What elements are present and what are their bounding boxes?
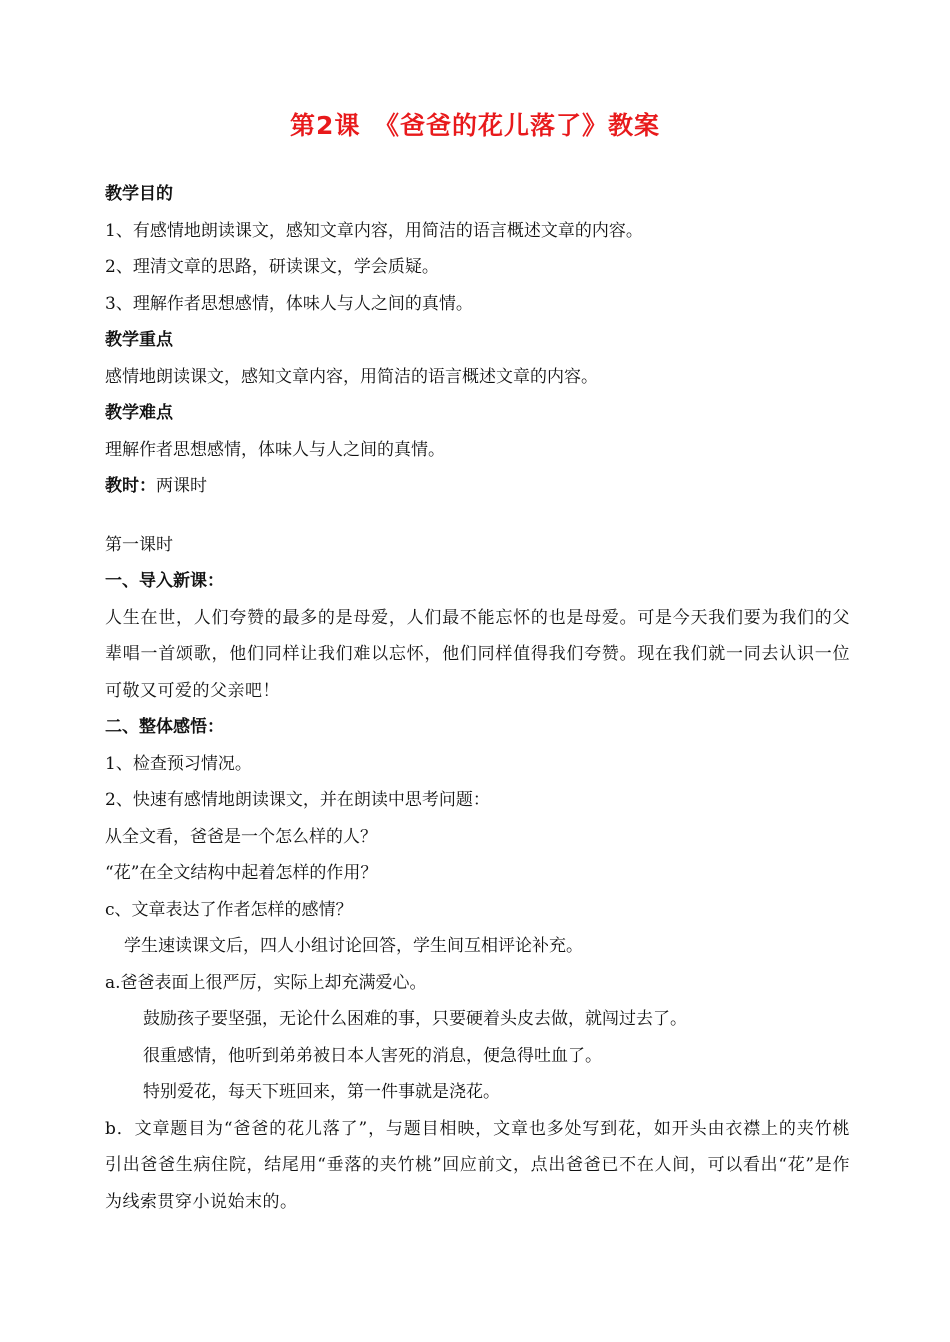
difficulty-heading: 教学难点 xyxy=(105,403,173,423)
list-item: 1、检查预习情况。 xyxy=(105,753,252,774)
teaching-hours-label: 教时： xyxy=(105,476,156,496)
discussion-text: 学生速读课文后，四人小组讨论回答，学生间互相评论补充。 xyxy=(124,936,583,956)
objective-item: 1、有感情地朗读课文，感知文章内容，用简洁的语言概述文章的内容。 xyxy=(105,220,643,241)
spacer xyxy=(105,505,850,527)
objectives-heading: 教学目的 xyxy=(105,184,173,204)
answer-a: a.爸爸表面上很严厉，实际上却充满爱心。 xyxy=(105,972,427,993)
list-item: 从全文看，爸爸是一个怎么样的人？ xyxy=(105,826,377,847)
teaching-hours xyxy=(105,468,850,505)
intro-paragraph: 人生在世，人们夸赞的最多的是母爱，人们最不能忘怀的也是母爱。可是今天我们要为我们的父辈唱一首颂歌，他们同样让我们难以忘怀，他们同样值得我们夸赞。现在我们就一同去认识一位可敬又可爱的父亲吧！ xyxy=(105,607,850,701)
section-heading: 一、导入新课： xyxy=(105,571,224,591)
lesson-label: 第一课时 xyxy=(105,534,173,555)
answer-a-point: 鼓励孩子要坚强，无论什么困难的事，只要硬着头皮去做，就闯过去了。 xyxy=(143,1009,687,1029)
list-item: c、文章表达了作者怎样的感情？ xyxy=(105,899,353,920)
objective-item: 2、理清文章的思路，研读课文，学会质疑。 xyxy=(105,257,439,277)
list-item: “花”在全文结构中起着怎样的作用？ xyxy=(105,863,378,883)
document-title: 第2课 《爸爸的花儿落了》教案 xyxy=(290,111,660,140)
document-body xyxy=(105,176,850,1220)
answer-a-point: 很重感情，他听到弟弟被日本人害死的消息，便急得吐血了。 xyxy=(143,1045,602,1066)
objective-item: 3、理解作者思想感情，体味人与人之间的真情。 xyxy=(105,293,473,314)
teaching-hours-value: 两课时 xyxy=(156,476,207,496)
answer-a-point: 特别爱花，每天下班回来，第一件事就是浇花。 xyxy=(143,1082,500,1102)
section-heading: 二、整体感悟： xyxy=(105,717,224,737)
list-item: 2、快速有感情地朗读课文，并在朗读中思考问题： xyxy=(105,790,490,810)
key-points-text: 感情地朗读课文，感知文章内容，用简洁的语言概述文章的内容。 xyxy=(105,366,598,387)
difficulty-text: 理解作者思想感情，体味人与人之间的真情。 xyxy=(105,439,445,460)
answer-b: b．文章题目为“爸爸的花儿落了”，与题目相映，文章也多处写到花，如开头由衣襟上的夹竹桃引出爸爸生病住院，结尾用“垂落的夹竹桃”回应前文，点出爸爸已不在人间，可以看出“花”是作为线索贯穿小说始末的。 xyxy=(105,1118,850,1212)
key-points-heading: 教学重点 xyxy=(105,330,173,350)
